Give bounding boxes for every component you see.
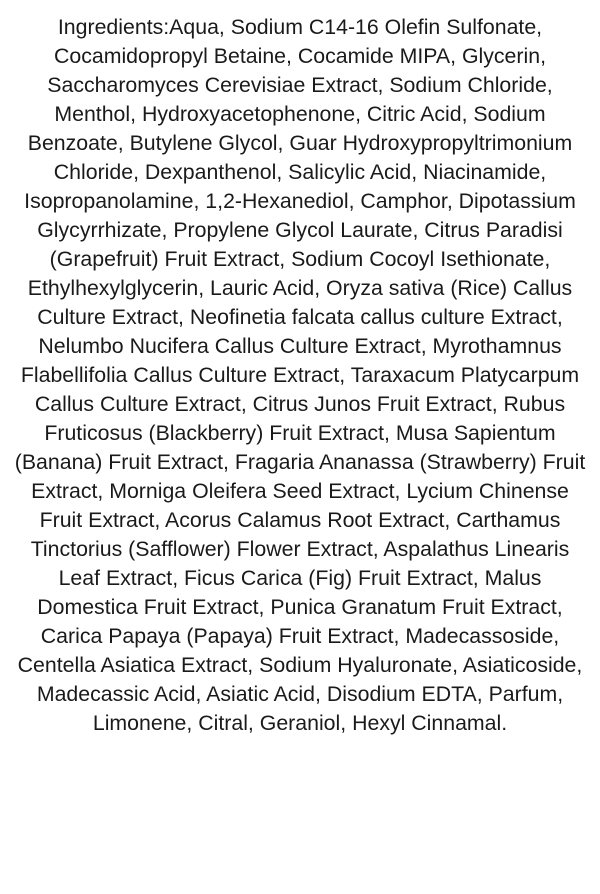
ingredients-list: Ingredients:Aqua, Sodium C14-16 Olefin Sulfonate, Cocamidopropyl Betaine, Cocamide MIPA, Glycerin, Saccharomyces Cerevisiae Extract, Sodium Chloride, Menthol, Hydroxyacetophenone, Citric Acid, Sodium Benzoate, Butylene Glycol, Guar Hydroxypropyltrimonium Chloride, Dexpanthenol, Salicylic Acid, Niacinamide, Isopropanolamine, 1,2-Hexanediol, Camphor, Dipotassium Glycyrrhizate, Propylene Glycol Laurate, Citrus Paradisi (Grapefruit) Fruit Extract, Sodium Cocoyl Isethionate, Ethylhexylglycerin, Lauric Acid, Oryza sativa (Rice) Callus Culture Extract, Neofinetia falcata callus culture Extract, Nelumbo Nucifera Callus Culture Extract, Myrothamnus Flabellifolia Callus Culture Extract, Taraxacum Platycarpum Callus Culture Extract, Citrus Junos Fruit Extract, Rubus Fruticosus (Blackberry) Fruit Extract, Musa Sapientum (Banana) Fruit Extract, Fragaria Ananassa (Strawberry) Fruit Extract, Morniga Oleifera Seed Extract, Lycium Chinense Fruit Extract, Acorus Calamus Root Extract, Carthamus Tinctorius (Safflower) Flower Extract, Aspalathus Linearis Leaf Extract, Ficus Carica (Fig) Fruit Extract, Malus Domestica Fruit Extract, Punica Granatum Fruit Extract, Carica Papaya (Papaya) Fruit Extract, Madecassoside, Centella Asiatica Extract, Sodium Hyaluronate, Asiaticoside, Madecassic Acid, Asiatic Acid, Disodium EDTA, Parfum, Limonene, Citral, Geraniol, Hexyl Cinnamal.	[14, 15, 586, 735]
